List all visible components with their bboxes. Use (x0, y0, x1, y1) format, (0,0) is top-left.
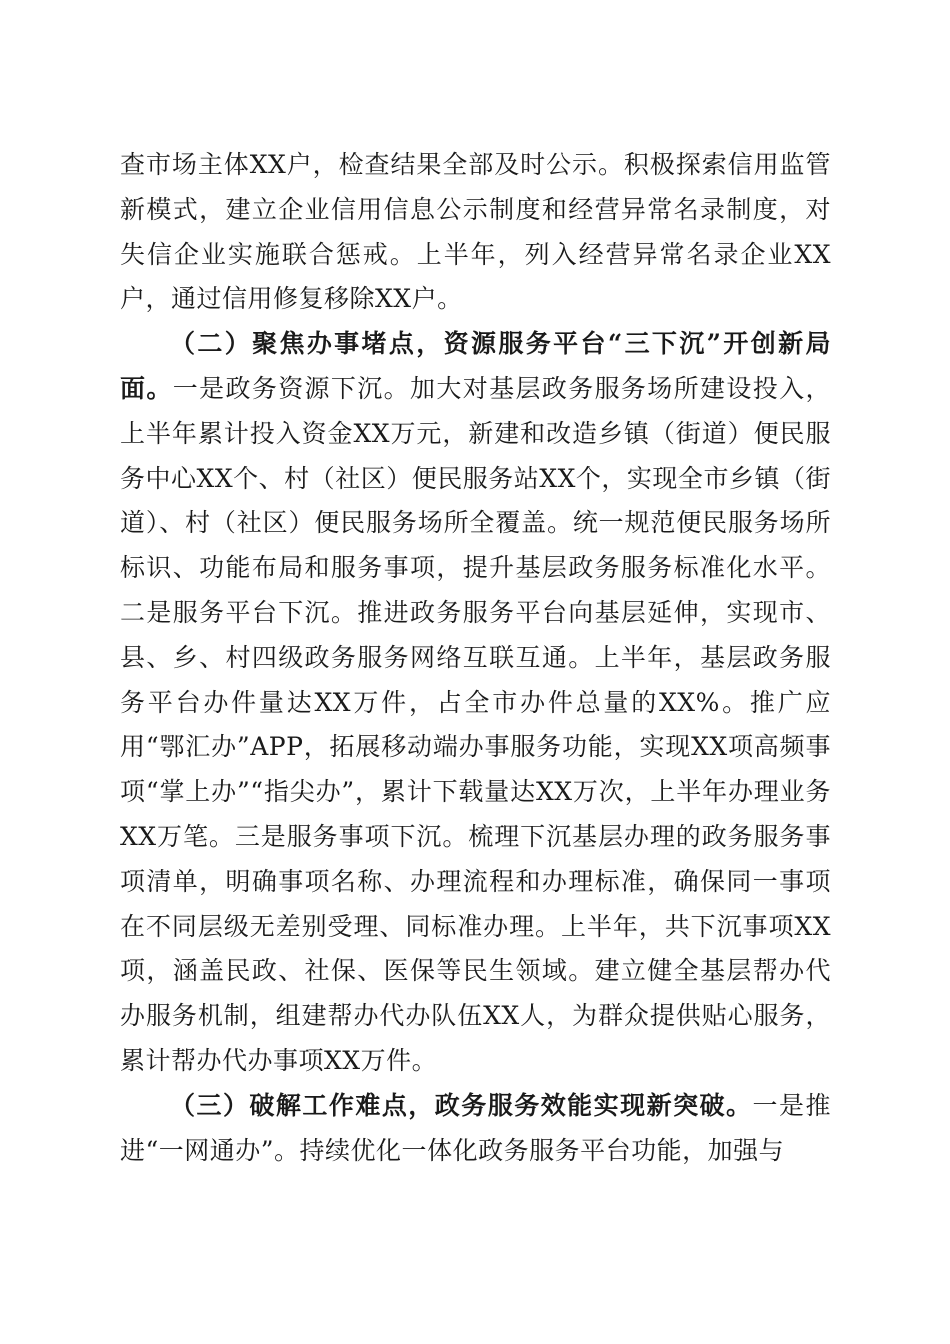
paragraph-section-two (120, 322, 831, 1084)
paragraph-text: 一是推进“一网通办”。持续优化一体化政务服务平台功能，加强与 (120, 1090, 831, 1165)
section-heading: （三）破解工作难点，政务服务效能实现新突破。 (170, 1090, 753, 1120)
document-page (120, 143, 831, 1173)
paragraph-continuation (120, 143, 831, 322)
section-heading: （二）聚焦办事堵点，资源服务平台“三下沉”开创新局面。 (120, 329, 831, 403)
paragraph-section-three (120, 1084, 831, 1174)
paragraph-text: 一是政务资源下沉。加大对基层政务服务场所建设投入，上半年累计投入资金XX万元，新建和改造乡镇（街道）便民服务中心XX个、村（社区）便民服务站XX个，实现全市乡镇（街道）、村（社区）便民服务场所全覆盖。统一规范便民服务场所标识、功能布局和服务事项，提升基层政务服务标准化水平。二是服务平台下沉。推进政务服务平台向基层延伸，实现市、县、乡、村四级政务服务网络互联互通。上半年，基层政务服务平台办件量达XX万件，占全市办件总量的XX%。推广应用“鄂汇办”APP，拓展移动端办事服务功能，实现XX项高频事项“掌上办”“指尖办”，累计下载量达XX万次，上半年办理业务XX万笔。三是服务事项下沉。梳理下沉基层办理的政务服务事项清单，明确事项名称、办理流程和办理标准，确保同一事项在不同层级无差别受理、同标准办理。上半年，共下沉事项XX项，涵盖民政、社保、医保等民生领域。建立健全基层帮办代办服务机制，组建帮办代办队伍XX人，为群众提供贴心服务，累计帮办代办事项XX万件。 (120, 373, 831, 1075)
paragraph-text: 查市场主体XX户，检查结果全部及时公示。积极探索信用监管新模式，建立企业信用信息公示制度和经营异常名录制度，对失信企业实施联合惩戒。上半年，列入经营异常名录企业XX户，通过信用修复移除XX户。 (120, 150, 831, 314)
